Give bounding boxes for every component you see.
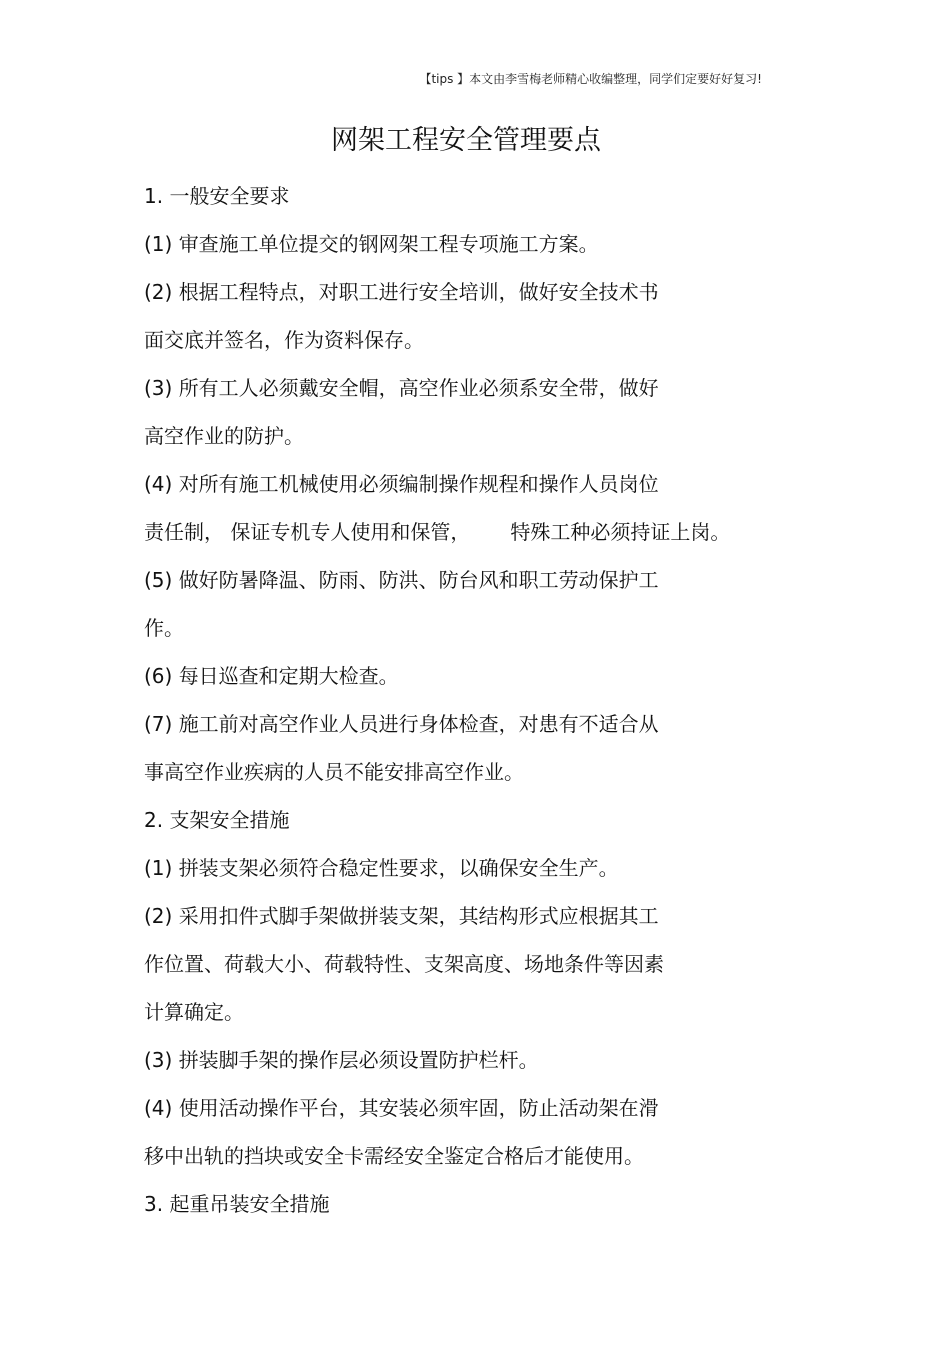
section-heading: 3. 起重吊装安全措施	[144, 1192, 330, 1216]
paragraph-line: (7) 施工前对高空作业人员进行身体检查，对患有不适合从	[144, 712, 659, 736]
paragraph-line: 面交底并签名，作为资料保存。	[144, 328, 424, 352]
paragraph-line: (1) 审查施工单位提交的钢网架工程专项施工方案。	[144, 232, 599, 256]
paragraph-line: 移中出轨的挡块或安全卡需经安全鉴定合格后才能使用。	[144, 1144, 644, 1168]
paragraph-line: (3) 所有工人必须戴安全帽，高空作业必须系安全带，做好	[144, 376, 659, 400]
paragraph-line: (4) 对所有施工机械使用必须编制操作规程和操作人员岗位	[144, 472, 659, 496]
paragraph-line: (1) 拼装支架必须符合稳定性要求，以确保安全生产。	[144, 856, 619, 880]
paragraph-line: 计算确定。	[144, 1000, 244, 1024]
paragraph-line: (4) 使用活动操作平台，其安装必须牢固，防止活动架在滑	[144, 1096, 659, 1120]
paragraph-line	[144, 514, 804, 562]
document-body	[144, 178, 804, 1234]
section-heading: 1. 一般安全要求	[144, 184, 290, 208]
paragraph-line: 作位置、荷载大小、荷载特性、支架高度、场地条件等因素	[144, 952, 664, 976]
paragraph-segment: 特殊工种必须持证上岗。	[510, 520, 731, 544]
paragraph-line: (2) 采用扣件式脚手架做拼装支架，其结构形式应根据其工	[144, 904, 659, 928]
page-title: 网架工程安全管理要点	[331, 125, 601, 156]
paragraph-line: 高空作业的防护。	[144, 424, 304, 448]
paragraph-line: 事高空作业疾病的人员不能安排高空作业。	[144, 760, 524, 784]
paragraph-line: (6) 每日巡查和定期大检查。	[144, 664, 399, 688]
paragraph-line: (2) 根据工程特点，对职工进行安全培训，做好安全技术书	[144, 280, 659, 304]
paragraph-segment: 责任制， 保证专机专人使用和保管，	[144, 520, 471, 544]
section-heading: 2. 支架安全措施	[144, 808, 290, 832]
header-tips: 【tips 】本文由李雪梅老师精心收编整理，同学们定要好好复习!	[419, 72, 762, 86]
paragraph-line: 作。	[144, 616, 184, 640]
paragraph-line: (5) 做好防暑降温、防雨、防洪、防台风和职工劳动保护工	[144, 568, 659, 592]
paragraph-line: (3) 拼装脚手架的操作层必须设置防护栏杆。	[144, 1048, 539, 1072]
